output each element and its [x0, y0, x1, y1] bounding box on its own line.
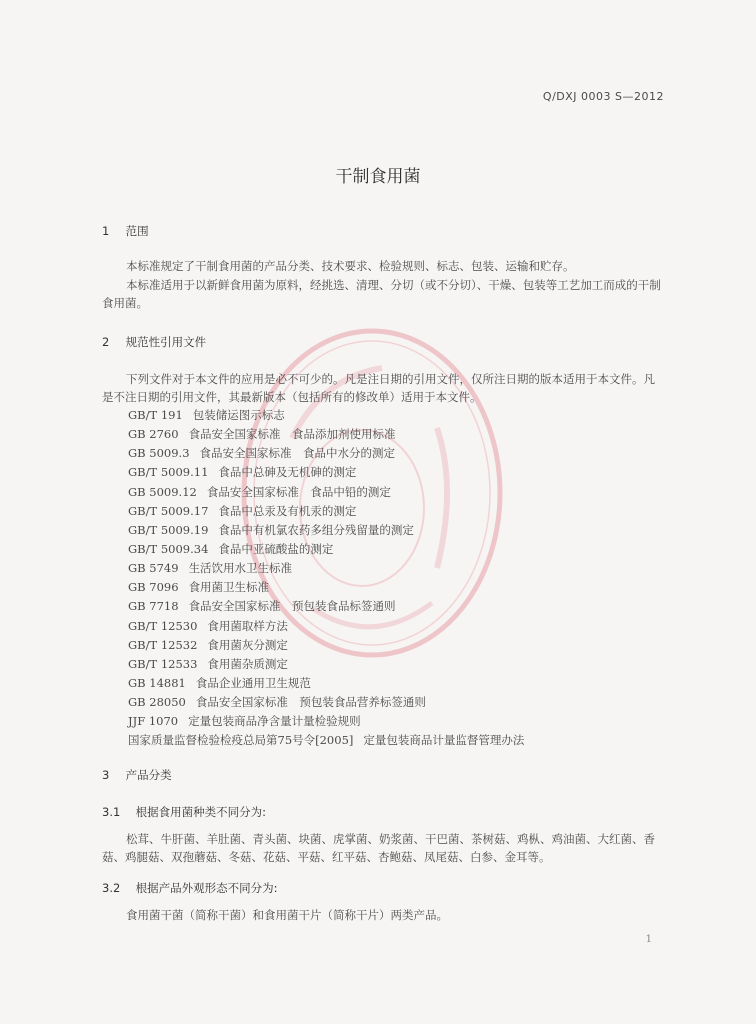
reference-item: JJF 1070 定量包装商品净含量计量检验规则: [128, 714, 361, 729]
reference-list: [128, 406, 668, 751]
reference-item: 国家质量监督检验检疫总局第75号令[2005] 定量包装商品计量监督管理办法: [128, 733, 525, 748]
reference-item: GB/T 5009.11 食品中总砷及无机砷的测定: [128, 465, 357, 480]
section-number: 1: [102, 224, 110, 238]
section-title: 根据产品外观形态不同分为:: [135, 881, 278, 895]
reference-item: GB 28050 食品安全国家标准 预包装食品营养标签通则: [128, 695, 426, 710]
section-title: 产品分类: [125, 768, 172, 782]
reference-item: GB 5009.12 食品安全国家标准 食品中铅的测定: [128, 484, 391, 499]
subsection-heading-form: [102, 880, 278, 896]
section-title: 范围: [125, 224, 149, 238]
reference-item: GB 2760 食品安全国家标准 食品添加剂使用标准: [128, 427, 396, 442]
reference-item: GB/T 5009.19 食品中有机氯农药多组分残留量的测定: [128, 522, 414, 537]
section-title: 根据食用菌种类不同分为:: [135, 805, 267, 819]
reference-item: GB/T 12530 食用菌取样方法: [128, 618, 288, 633]
reference-item: GB/T 5009.17 食品中总汞及有机汞的测定: [128, 503, 357, 518]
document-title: 干制食用菌: [335, 167, 421, 187]
section-heading-scope: [102, 223, 149, 239]
scope-paragraph-2: 本标准适用于以新鲜食用菌为原料，经挑选、清理、分切（或不分切）、干燥、包装等工艺加工而成的干制食用菌。: [102, 278, 661, 310]
section-heading-references: [102, 334, 206, 350]
section-number: 3.2: [102, 881, 121, 895]
section-number: 3: [102, 768, 110, 782]
section-number: 3.1: [102, 805, 121, 819]
reference-item: GB/T 5009.34 食品中亚硫酸盐的测定: [128, 541, 334, 556]
reference-item: GB 14881 食品企业通用卫生规范: [128, 675, 311, 690]
reference-item: GB 7096 食用菌卫生标准: [128, 580, 270, 595]
subsection-heading-species: [102, 804, 266, 820]
reference-item: GB 5009.3 食品安全国家标准 食品中水分的测定: [128, 446, 396, 461]
reference-item: GB 7718 食品安全国家标准 预包装食品标签通则: [128, 599, 396, 614]
section-title: 规范性引用文件: [125, 335, 207, 349]
form-paragraph: 食用菌干菌（简称干菌）和食用菌干片（简称干片）两类产品。: [126, 908, 448, 922]
scope-paragraph-1: 本标准规定了干制食用菌的产品分类、技术要求、检验规则、标志、包装、运输和贮存。: [126, 259, 575, 273]
section-heading-classification: [102, 767, 172, 783]
species-list-paragraph: 松茸、牛肝菌、羊肚菌、青头菌、块菌、虎掌菌、奶浆菌、干巴菌、茶树菇、鸡枞、鸡油菌、大红菌、香菇、鸡腿菇、双孢蘑菇、冬菇、花菇、平菇、红平菇、杏鲍菇、凤尾菇、白参、金耳等。: [102, 832, 655, 864]
section-number: 2: [102, 335, 110, 349]
reference-item: GB/T 12533 食用菌杂质测定: [128, 656, 288, 671]
standard-code: Q/DXJ 0003 S—2012: [542, 90, 664, 103]
page-number: 1: [645, 934, 652, 945]
reference-item: GB/T 191 包装储运图示标志: [128, 408, 285, 422]
reference-item: GB 5749 生活饮用水卫生标准: [128, 561, 293, 576]
references-intro: 下列文件对于本文件的应用是必不可少的。凡是注日期的引用文件，仅所注日期的版本适用于本文件。凡是不注日期的引用文件，其最新版本（包括所有的修改单）适用于本文件。: [102, 372, 655, 404]
reference-item: GB/T 12532 食用菌灰分测定: [128, 637, 288, 652]
